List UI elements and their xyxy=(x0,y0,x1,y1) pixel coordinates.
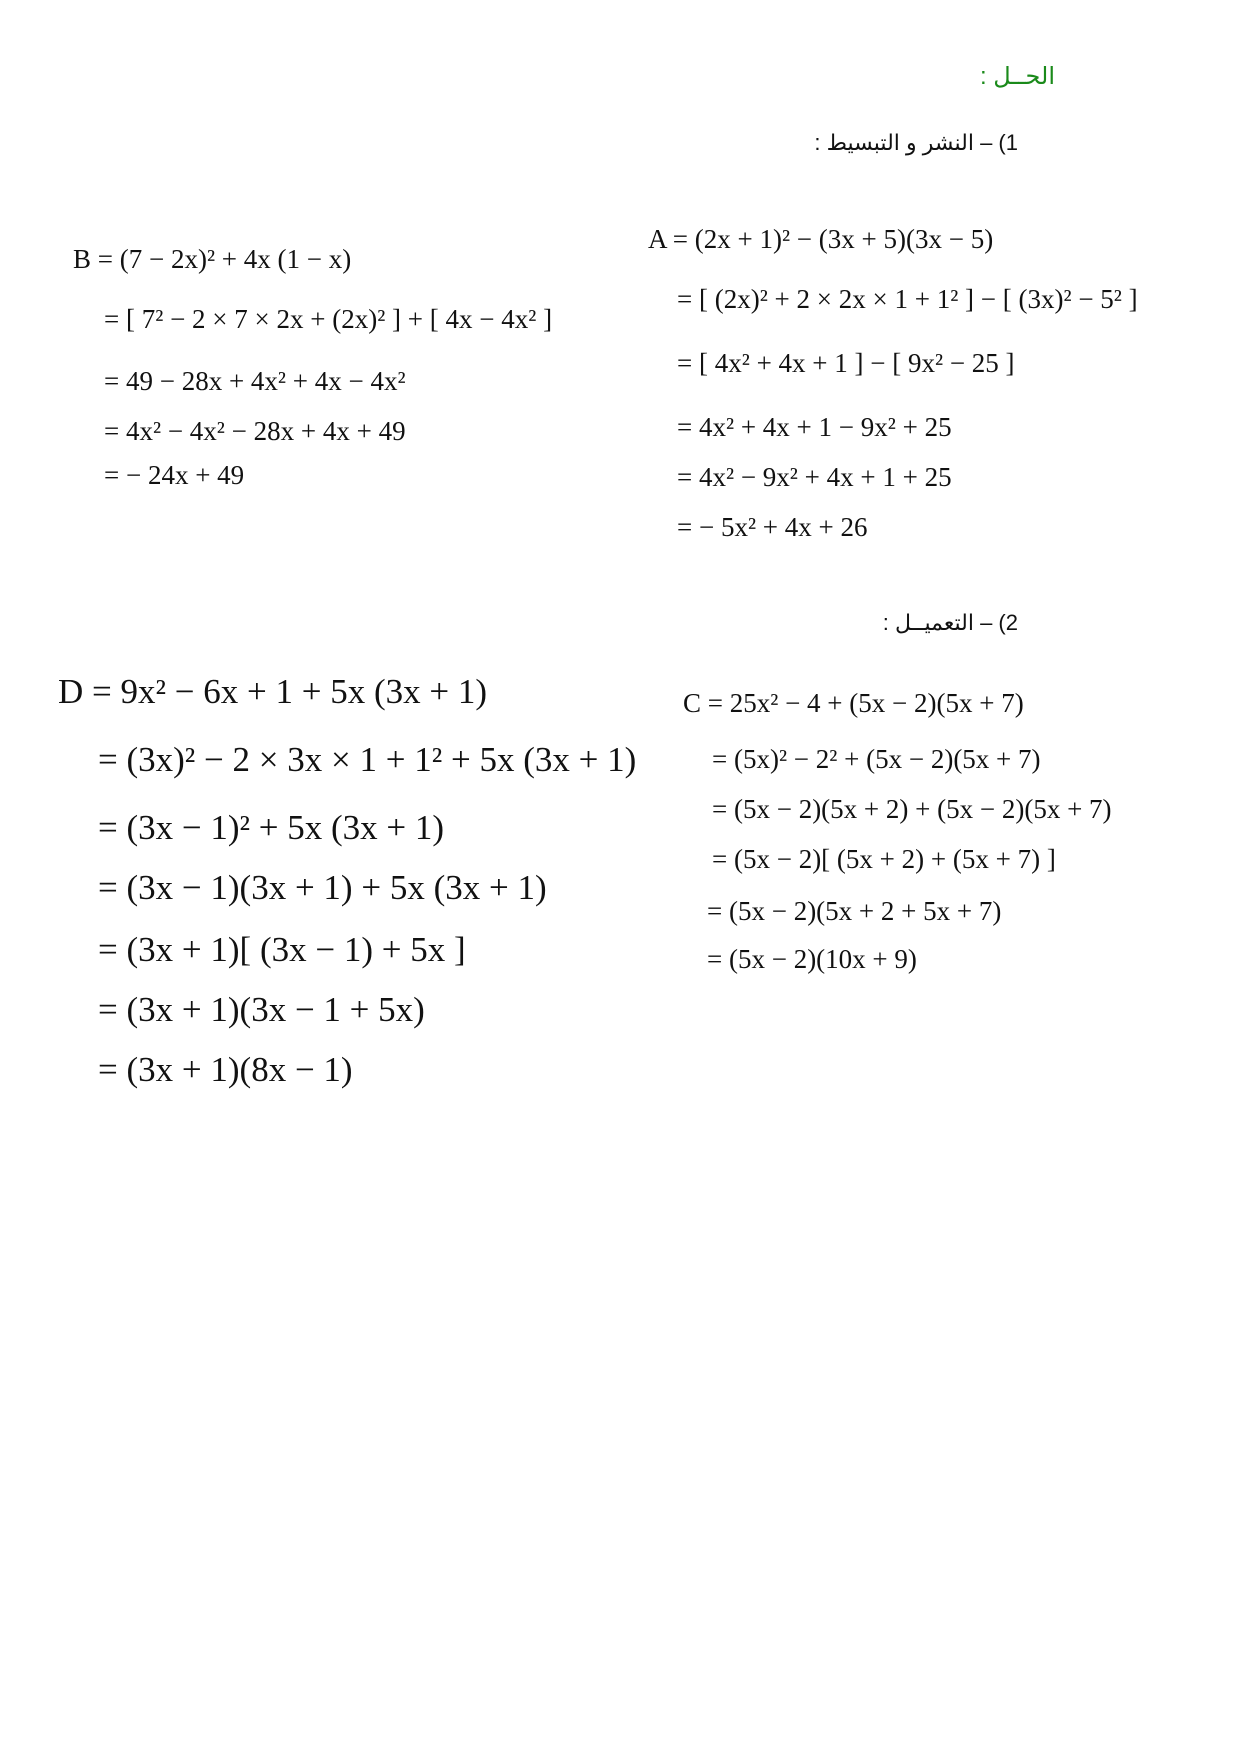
section-expand-simplify: 1) – النشر و التبسيط : xyxy=(814,130,1018,155)
expr-a-line-2: = [ (2x)² + 2 × 2x × 1 + 1² ] − [ (3x)² − 5² ] xyxy=(677,284,1138,314)
expr-b-line-2: = [ 7² − 2 × 7 × 2x + (2x)² ] + [ 4x − 4x² ] xyxy=(104,304,553,334)
expr-b-line-4: = 4x² − 4x² − 28x + 4x + 49 xyxy=(104,416,406,446)
expr-b-line-5: = − 24x + 49 xyxy=(104,460,245,490)
expr-a-line-6: = − 5x² + 4x + 26 xyxy=(677,512,868,542)
expr-b-line-1: B = (7 − 2x)² + 4x (1 − x) xyxy=(73,244,352,274)
expr-a-line-3: = [ 4x² + 4x + 1 ] − [ 9x² − 25 ] xyxy=(677,348,1015,378)
expr-c-line-3: = (5x − 2)(5x + 2) + (5x − 2)(5x + 7) xyxy=(712,794,1112,824)
expr-c-line-5: = (5x − 2)(5x + 2 + 5x + 7) xyxy=(707,896,1002,926)
expr-d-line-7: = (3x + 1)(8x − 1) xyxy=(98,1050,353,1089)
expr-a-line-5: = 4x² − 9x² + 4x + 1 + 25 xyxy=(677,462,952,492)
expr-d-line-4: = (3x − 1)(3x + 1) + 5x (3x + 1) xyxy=(98,868,547,907)
expr-a-line-4: = 4x² + 4x + 1 − 9x² + 25 xyxy=(677,412,952,442)
expr-d-line-5: = (3x + 1)[ (3x − 1) + 5x ] xyxy=(98,930,466,969)
solution-title: الحــل : xyxy=(979,63,1055,90)
expr-c-line-1: C = 25x² − 4 + (5x − 2)(5x + 7) xyxy=(683,688,1024,718)
expr-d-line-6: = (3x + 1)(3x − 1 + 5x) xyxy=(98,990,425,1029)
expr-d-line-1: D = 9x² − 6x + 1 + 5x (3x + 1) xyxy=(58,672,488,711)
expr-d-line-2: = (3x)² − 2 × 3x × 1 + 1² + 5x (3x + 1) xyxy=(98,740,637,779)
section-factorization: 2) – التعميــل : xyxy=(882,610,1018,635)
expr-c-line-6: = (5x − 2)(10x + 9) xyxy=(707,944,917,974)
expr-c-line-2: = (5x)² − 2² + (5x − 2)(5x + 7) xyxy=(712,744,1041,774)
expr-a-line-1: A = (2x + 1)² − (3x + 5)(3x − 5) xyxy=(648,224,994,254)
expr-d-line-3: = (3x − 1)² + 5x (3x + 1) xyxy=(98,808,445,847)
expr-c-line-4: = (5x − 2)[ (5x + 2) + (5x + 7) ] xyxy=(712,844,1056,874)
expr-b-line-3: = 49 − 28x + 4x² + 4x − 4x² xyxy=(104,366,406,396)
